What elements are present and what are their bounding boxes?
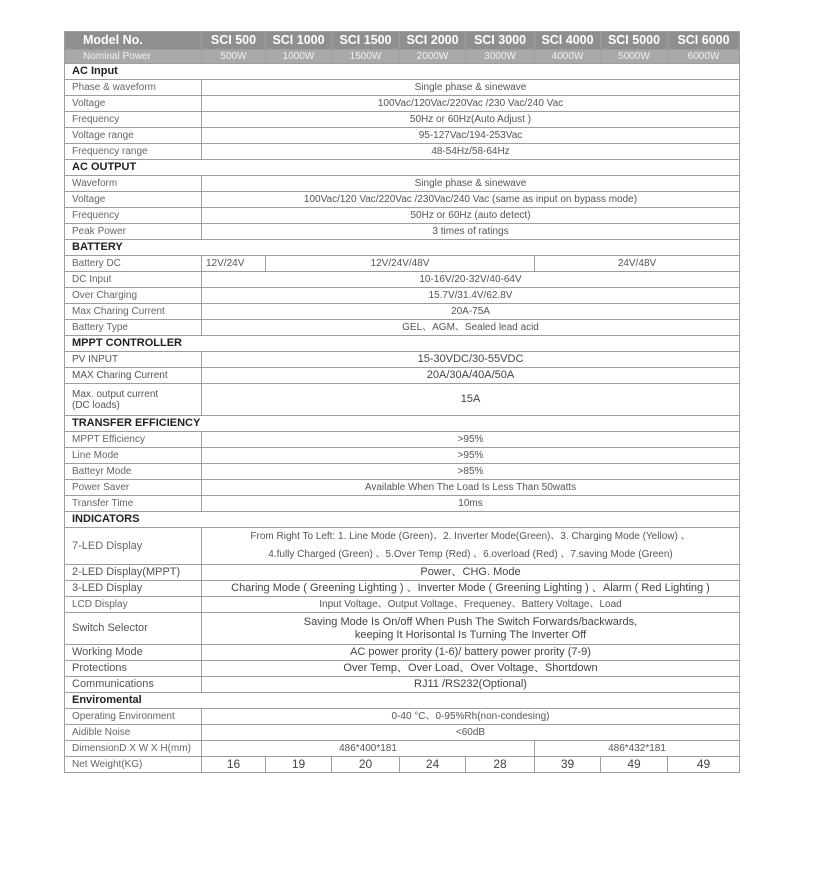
row-value: 486*400*181 [202, 741, 535, 757]
table-row [65, 224, 740, 240]
section-transfer [65, 416, 740, 432]
row-label: MAX Charing Current [65, 368, 202, 384]
section-mppt [65, 336, 740, 352]
model-col: SCI 3000 [466, 32, 535, 50]
weight-cell: 49 [601, 757, 668, 773]
row-label: Net Weight(KG) [65, 757, 202, 773]
row-label-line: (DC loads) [72, 399, 120, 411]
weight-cell: 16 [202, 757, 266, 773]
row-value: >85% [202, 464, 740, 480]
row-label: Line Mode [65, 448, 202, 464]
header-power-row [65, 50, 740, 64]
table-row [65, 448, 740, 464]
weight-cell: 24 [400, 757, 466, 773]
section-ac-input [65, 64, 740, 80]
table-row [65, 128, 740, 144]
row-label: Operating Environment [65, 709, 202, 725]
model-col: SCI 1500 [332, 32, 400, 50]
table-row [65, 464, 740, 480]
table-row [65, 757, 740, 773]
section-title: AC OUTPUT [65, 160, 740, 176]
row-value: 0-40 °C、0-95%Rh(non-condesing) [202, 709, 740, 725]
table-row [65, 144, 740, 160]
header-model-row [65, 32, 740, 50]
row-label: Battery Type [65, 320, 202, 336]
table-row [65, 304, 740, 320]
row-label: Communications [65, 677, 202, 693]
weight-cell: 28 [466, 757, 535, 773]
power-col: 5000W [601, 50, 668, 64]
row-label: Waveform [65, 176, 202, 192]
row-label: LCD Display [65, 597, 202, 613]
row-value: 486*432*181 [535, 741, 740, 757]
row-value: >95% [202, 432, 740, 448]
weight-cell: 49 [668, 757, 740, 773]
row-value [202, 613, 740, 645]
row-label: Power Saver [65, 480, 202, 496]
row-label: Frequency [65, 112, 202, 128]
row-value-line: keeping It Horisontal Is Turning The Inverter Off [354, 628, 587, 641]
row-value: 3 times of ratings [202, 224, 740, 240]
row-value: 10ms [202, 496, 740, 512]
table-row [65, 368, 740, 384]
row-label: Max Charing Current [65, 304, 202, 320]
power-col: 1000W [266, 50, 332, 64]
model-col: SCI 5000 [601, 32, 668, 50]
row-value [202, 528, 740, 565]
row-label: 3-LED Display [65, 581, 202, 597]
table-row [65, 741, 740, 757]
row-value: 24V/48V [535, 256, 740, 272]
power-col: 1500W [332, 50, 400, 64]
table-row [65, 272, 740, 288]
power-col: 6000W [668, 50, 740, 64]
row-value: 100Vac/120Vac/220Vac /230 Vac/240 Vac [202, 96, 740, 112]
row-value: 15-30VDC/30-55VDC [202, 352, 740, 368]
section-title: Enviromental [65, 693, 740, 709]
row-value: AC power prority (1-6)/ battery power prority (7-9) [202, 645, 740, 661]
row-value: 12V/24V/48V [266, 256, 535, 272]
row-label: Transfer Time [65, 496, 202, 512]
table-row [65, 176, 740, 192]
section-environmental [65, 693, 740, 709]
section-title: BATTERY [65, 240, 740, 256]
row-value: RJ11 /RS232(Optional) [202, 677, 740, 693]
table-row [65, 496, 740, 512]
row-label: Battery DC [65, 256, 202, 272]
table-row [65, 208, 740, 224]
table-row [65, 112, 740, 128]
row-value: 10-16V/20-32V/40-64V [202, 272, 740, 288]
table-row [65, 288, 740, 304]
row-value-line: From Right To Left: 1. Line Mode (Green)、2. Inverter Mode(Green)、3. Charging Mode (Yellow) 、 [250, 531, 691, 542]
table-row [65, 565, 740, 581]
row-value: 50Hz or 60Hz(Auto Adjust ) [202, 112, 740, 128]
row-value: >95% [202, 448, 740, 464]
table-row [65, 528, 740, 565]
row-value: 20A/30A/40A/50A [202, 368, 740, 384]
section-title: INDICATORS [65, 512, 740, 528]
row-label: Frequency [65, 208, 202, 224]
model-col: SCI 2000 [400, 32, 466, 50]
model-col: SCI 6000 [668, 32, 740, 50]
row-value: 48-54Hz/58-64Hz [202, 144, 740, 160]
row-value: Over Temp、Over Load、Over Voltage、Shortdown [202, 661, 740, 677]
row-label [65, 384, 202, 416]
row-label: Voltage range [65, 128, 202, 144]
table-row [65, 192, 740, 208]
weight-cell: 19 [266, 757, 332, 773]
row-value: 100Vac/120 Vac/220Vac /230Vac/240 Vac (same as input on bypass mode) [202, 192, 740, 208]
spec-table [64, 31, 740, 773]
power-col: 4000W [535, 50, 601, 64]
row-label: Phase & waveform [65, 80, 202, 96]
row-value: <60dB [202, 725, 740, 741]
nominal-power-label: Nominal Power [65, 50, 202, 64]
table-row [65, 432, 740, 448]
row-label: Aidible Noise [65, 725, 202, 741]
table-row [65, 677, 740, 693]
row-label: DC Input [65, 272, 202, 288]
table-row [65, 709, 740, 725]
row-label: PV INPUT [65, 352, 202, 368]
row-label: Frequency range [65, 144, 202, 160]
section-title: TRANSFER EFFICIENCY [65, 416, 740, 432]
table-row [65, 352, 740, 368]
row-label: Batteyr Mode [65, 464, 202, 480]
row-label: DimensionD X W X H(mm) [65, 741, 202, 757]
row-label: 7-LED Display [65, 528, 202, 565]
row-label: Voltage [65, 96, 202, 112]
section-title: MPPT CONTROLLER [65, 336, 740, 352]
table-row [65, 320, 740, 336]
table-row [65, 96, 740, 112]
table-row [65, 256, 740, 272]
weight-cell: 20 [332, 757, 400, 773]
row-value: 15A [202, 384, 740, 416]
row-value: Single phase & sinewave [202, 176, 740, 192]
row-value-line: Saving Mode Is On/off When Push The Switch Forwards/backwards, [303, 615, 638, 628]
row-label: MPPT Efficiency [65, 432, 202, 448]
row-value-line: 4.fully Charged (Green) 、5.Over Temp (Red) 、6.overload (Red) 、7.saving Mode (Green) [268, 549, 673, 560]
table-row [65, 384, 740, 416]
row-label: Peak Power [65, 224, 202, 240]
row-value: GEL、AGM、Sealed lead acid [202, 320, 740, 336]
row-value: Charing Mode ( Greening Lighting ) 、Inverter Mode ( Greening Lighting ) 、Alarm ( Red Lighting ) [202, 581, 740, 597]
power-col: 500W [202, 50, 266, 64]
section-indicators [65, 512, 740, 528]
table-row [65, 581, 740, 597]
model-col: SCI 4000 [535, 32, 601, 50]
row-value: 95-127Vac/194-253Vac [202, 128, 740, 144]
model-no-label: Model No. [65, 32, 202, 50]
power-col: 3000W [466, 50, 535, 64]
table-row [65, 597, 740, 613]
row-value: 50Hz or 60Hz (auto detect) [202, 208, 740, 224]
model-col: SCI 1000 [266, 32, 332, 50]
row-label: Switch Selector [65, 613, 202, 645]
row-label: Working Mode [65, 645, 202, 661]
section-ac-output [65, 160, 740, 176]
row-label-line: Max. output current [72, 388, 159, 400]
table-row [65, 613, 740, 645]
row-value: Single phase & sinewave [202, 80, 740, 96]
row-value: 20A-75A [202, 304, 740, 320]
row-value: 12V/24V [202, 256, 266, 272]
row-label: Protections [65, 661, 202, 677]
section-title: AC Input [65, 64, 740, 80]
power-col: 2000W [400, 50, 466, 64]
row-value: Available When The Load Is Less Than 50watts [202, 480, 740, 496]
table-row [65, 80, 740, 96]
row-label: Voltage [65, 192, 202, 208]
row-value: Input Voltage、Output Voltage、Frequeney、Battery Voltage、Load [202, 597, 740, 613]
row-value: Power、CHG. Mode [202, 565, 740, 581]
row-value: 15.7V/31.4V/62.8V [202, 288, 740, 304]
model-col: SCI 500 [202, 32, 266, 50]
row-label: Over Charging [65, 288, 202, 304]
table-row [65, 480, 740, 496]
section-battery [65, 240, 740, 256]
table-row [65, 645, 740, 661]
table-row [65, 725, 740, 741]
weight-cell: 39 [535, 757, 601, 773]
table-row [65, 661, 740, 677]
row-label: 2-LED Display(MPPT) [65, 565, 202, 581]
